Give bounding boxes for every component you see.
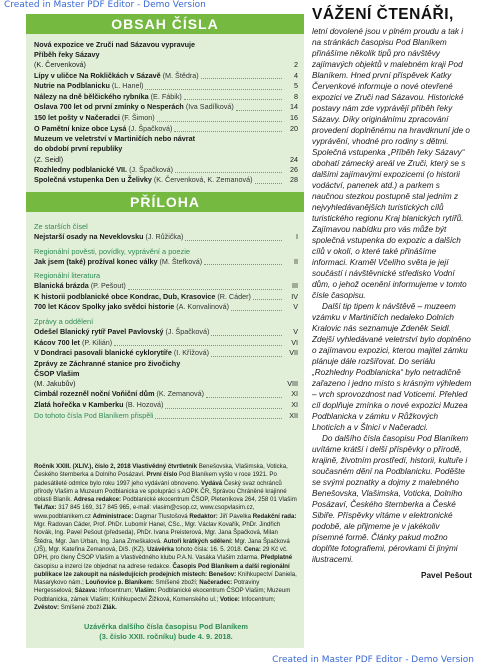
toc-entry-title-line-2: ČSOP Vlašim [34, 368, 80, 378]
toc-list [26, 34, 304, 186]
imprint-label: První číslo [146, 471, 178, 479]
toc-entry-page: 26 [290, 164, 298, 174]
toc-entry-page: 2 [294, 60, 298, 70]
toc-entry-text [34, 327, 209, 338]
toc-entry [34, 134, 298, 165]
toc-entry [34, 359, 298, 390]
toc-entry-title: 700 let Kácov Spolky jako svědci historie [34, 302, 175, 312]
toc-entry-author: (M. Jakubův) [34, 379, 76, 389]
toc-entry-page: III [292, 281, 298, 291]
toc-entry-text [34, 348, 209, 359]
toc-leader-dots [211, 335, 282, 336]
toc-entry-author: (I. Křížová) [173, 348, 209, 358]
toc-entry-text [34, 165, 173, 176]
toc-leader-dots [185, 240, 282, 241]
toc-entry-page: 5 [294, 81, 298, 91]
toc-entry-author: (M. Štědra) [162, 70, 199, 80]
toc-entry-author: (Iva Sadílková) [185, 102, 234, 112]
toc-entry-text [34, 338, 112, 349]
toc-entry-page: I [296, 231, 298, 241]
imprint-label: Časopis Pod Blaníkem a další regionální publikace lze zakoupit na následujících prodejních místech: Benešov: [34, 562, 290, 578]
toc-entry-author: (F. Šimon) [121, 112, 155, 122]
imprint-text: Jiří Pavelka [217, 512, 253, 520]
toc-entry-title: O Pamětní knize obce Lysá [34, 123, 127, 133]
category-label: Regionální pověsti, povídky, vyprávění a poezie [34, 246, 190, 256]
toc-entry-text [34, 71, 199, 82]
imprint-label: Redaktor: [189, 512, 218, 520]
toc-entry-page: XI [291, 389, 298, 399]
toc-entry-author: (L. Hanel) [111, 81, 144, 91]
toc-entry [34, 292, 298, 303]
toc-entry-page: VI [291, 337, 298, 347]
toc-entry [34, 400, 298, 411]
toc-entry-title-line-2: Příběh řeky Sázavy [34, 50, 100, 60]
toc-entry [34, 165, 298, 176]
imprint-text: Pod Blaníkem vyšlo v roce 1921. Po padesátileté odmlce bylo roku 1997 jeho vydávání obnoveno. [34, 471, 277, 487]
toc-entry [34, 257, 298, 268]
toc-leader-dots [128, 289, 282, 290]
toc-entry-page: VIII [287, 379, 298, 389]
toc-entry-author: (A. Konvalinová) [176, 302, 229, 312]
toc-entry-title: Společná vstupenka Den u Želivky [34, 175, 152, 185]
editorial-paragraph-1: letní dovolené jsou v plném proudu a tak i na stránkách časopisu Pod Blaníkem přinášíme několik tipů pro návštěvy zajímavých objektů v malebném kraji Pod Blaníkem. Hned první příspěvek Katky Červenkové informuje o nové otevřené expozici ve Zruči nad Sázavou. Historické postavy nám zde vyprávějí příběh řeky Sázavy. Díky originálnímu zpracování provedení doplněnému na hravdknuní jde o vyprávění, vhodné pro rodiny s dětmi. Společná vstupenka „Příběh řeky Sázavy“ obohatí zámecký areál ve Zruči, který se s dalšími zajímavými expozicemi (o historii vodáctví, panenek atd.) a parkem s naučnou stezkou postupně stal jedním z nejvyhledávanějších turistických cílů turistického regionu Kraj blanických rytířů. Zajímavou nabídku pro vás může být společná vstupenka do expozic a dalších cílů v okolí, o které také přinášíme informaci. Kraměl Včelího světa je její součástí i návštěvnické středisko Vodní dům, o jehož ocenění informujeme v tomto čísle časopisu. [312, 27, 470, 300]
imprint-label: Cena: [244, 545, 261, 553]
toc-entry-page: XII [289, 410, 298, 420]
toc-entry-author: (K. Červenková, K. Zemanová) [153, 175, 253, 185]
toc-entry-author: (M. Štefková) [159, 256, 203, 266]
editorial-signature: Pavel Pešout [421, 571, 472, 580]
editorial-body [312, 26, 472, 565]
imprint-label: Louňovice p. Blaníkem: [85, 579, 154, 587]
toc-entry-text [34, 113, 155, 124]
toc-entry-second-line [34, 50, 298, 70]
toc-entry-page: VII [289, 348, 298, 358]
toc-entry [34, 124, 298, 135]
toc-entry-page: 4 [294, 70, 298, 80]
toc-entry [34, 389, 298, 400]
toc-entry-title: K historii podblanické obce Kondrac, Dub, Krasovice [34, 291, 216, 301]
imprint-label: Tel./fax: [34, 504, 57, 512]
watermark-bottom: Created in Master PDF Editor - Demo Version [272, 655, 474, 665]
imprint-label: Vlašim: [134, 587, 157, 595]
toc-entry-title: Blanická brázda [34, 281, 89, 291]
supplement-list [26, 212, 304, 421]
deadline-line-1: Uzávěrka dalšího čísla časopisu Pod Blaníkem [84, 622, 248, 631]
toc-entry-text [34, 175, 253, 186]
imprint-text: 29 Kč vč. DPH, pro členy ČSOP Vlašim a Vlastivědného klubu P.A.N. Vasáka Vlašim zdarma. [34, 545, 288, 562]
toc-entry [34, 92, 298, 103]
toc-entry [34, 102, 298, 113]
imprint-text: Infocentrum; [239, 595, 276, 603]
toc-entry [34, 40, 298, 71]
toc-entry-author: (K. Červenková) [34, 60, 86, 70]
watermark-top: Created in Master PDF Editor - Demo Version [4, 0, 206, 10]
toc-entry-page: V [293, 302, 298, 312]
toc-entry-author: (P. Kilián) [81, 337, 113, 347]
toc-entry-title: Kácov 700 let [34, 337, 80, 347]
toc-entry-page: 14 [290, 102, 298, 112]
imprint-label: Adresa redakce: [73, 496, 122, 504]
imprint-text: Mgr. Jana Špačková (JŠ), Mgr. Kateřina Zemanová, DiS. (KZ). [34, 537, 290, 553]
imprint-text: Podblanické ekocentrum ČSOP Vlašim; Muzeum Podblanicka, zámek Vlašim; Knihkupectví Žižková, Komenského ul.; [34, 587, 291, 603]
toc-entry-author: (J. Špačková) [128, 123, 173, 133]
editorial-paragraph-2: Další tip tipem k návštěvě – muzeem vzámku v Martiničích nedaleko Dolních Kralovic nás seznamuje Zdeněk Seidl. Zdejší vyhledávané veletrství bylo doplněno o zajímavou expozici, kterou majitel zámku plánuje dále rozšiřovat. Do seriálu „Rozhledny Podblanicka“ bylo netradičně zařazeno i jedno místo s krásným výhledem – vrch sprovozdnost nad Voticemi. Přehled cíl doplňuje zmínka o nové expozici Muzea Podblanicka v zámku v Růžkových Lhoticích a v Šlnicí v Načeradci. [312, 302, 472, 432]
toc-entry-title-rest [34, 369, 287, 389]
toc-entry-text [34, 292, 251, 303]
toc-entry [34, 175, 298, 186]
toc-entry-second-line [34, 144, 298, 164]
toc-entry-page: 16 [290, 112, 298, 122]
imprint-label: Ročník XXIII. (XLIV.), číslo 2, 2018 Vlastivědný čtvrtletník [34, 463, 198, 470]
toc-entry-title: V Dondraci pasovali blanické cyklorytíře [34, 348, 172, 358]
toc-entry-page: 28 [290, 175, 298, 185]
toc-leader-dots [255, 183, 282, 184]
imprint-label: Redakční rada: [252, 512, 297, 520]
toc-leader-dots [206, 397, 282, 398]
category-label: Ze starších čísel [34, 221, 88, 231]
toc-entry-author: (J. Špačková) [165, 326, 210, 336]
imprint-text: Knihkupectví Daniela, Masarykovo nám.; [34, 570, 297, 587]
toc-entry-text [34, 81, 143, 92]
imprint-text: Dagmar Tlustošová [133, 512, 190, 520]
toc-leader-dots [201, 78, 282, 79]
imprint-text: Smíšené zboží [59, 604, 103, 612]
category-label: Regionální literatura [34, 271, 101, 281]
toc-leader-dots [155, 418, 282, 419]
imprint-label: Vydává [201, 479, 223, 487]
toc-entry-title: Nálezy na dně bělčického rybníka [34, 91, 149, 101]
toc-entry-author: (E. Fábik) [150, 91, 182, 101]
toc-entry-page: II [294, 256, 298, 266]
toc-entry-text [34, 302, 229, 313]
toc-entry-author: (R. Cáder) [217, 291, 251, 301]
toc-entry-text [34, 102, 234, 113]
category-label: Zprávy a oddělení [34, 316, 94, 326]
toc-leader-dots [157, 121, 282, 122]
deadline-line-2: (3. číslo XXII. ročníku) bude 4. 9. 2018. [99, 631, 233, 641]
toc-entry-author: (J. Špačková) [129, 164, 174, 174]
toc-entry-title: Lípy v uličce Na Rokličkách v Sázavě [34, 70, 161, 80]
editorial-heading: VÁŽENÍ ČTENÁŘI, [312, 6, 454, 23]
toc-leader-dots [165, 408, 282, 409]
toc-entry-title: Rozhledny podblanické VII. [34, 164, 128, 174]
editorial [312, 6, 472, 580]
imprint-text: Potraviny Hergesselová; [34, 579, 260, 595]
imprint-text: Infocentrum; [97, 587, 135, 595]
toc-entry-text [34, 232, 183, 243]
toc-entry-title: Nutrie na Podblanicku [34, 81, 110, 91]
imprint-text: Benešovska, Vlašimska, Voticka, Českého šternberka a Dolního Posázaví. [34, 463, 288, 479]
imprint-label: Načeradec: [199, 579, 233, 587]
toc-leader-dots [253, 299, 282, 300]
imprint-label: Zlák. [102, 604, 117, 612]
toc-entry-title-line-1: Zprávy ze Záchranné stanice pro živočichy [34, 358, 181, 368]
imprint-text: Podblanické ekocentrum ČSOP, Pleteníkova 264, 258 01 Vlašim [121, 496, 297, 504]
toc-entry-title: Oslava 700 let od první zmínky o Nesperách [34, 102, 184, 112]
imprint-label: Předplatné [260, 554, 293, 562]
imprint-text: Mgr. Radovan Cáder, Prof. PhDr. Lubomír Hanel, CSc., Mgr. Václav Kovařík, PhDr. Jindřich Novák, Ing. Pavel Pešout (předseda), PhDr. Ivana Preisterová, Mgr. Jana Špačková, Milan Štědra, Mgr. Jan Urban, Ing. Jana Zmeškalová. [34, 521, 281, 545]
toc-entry-author: (P. Pešout) [90, 281, 126, 291]
toc-entry-title-line-2: do období první republiky [34, 144, 123, 154]
toc-leader-dots [175, 172, 282, 173]
toc-leader-dots [174, 131, 282, 132]
toc-entry-text [34, 124, 172, 135]
toc-entry-text [34, 389, 204, 400]
imprint-text: tohoto čísla: 16. 5. 2018. [173, 545, 245, 553]
toc-leader-dots [145, 89, 282, 90]
toc-entry-title-line-1: Nová expozice ve Zruči nad Sázavou vypravuje [34, 40, 195, 49]
editorial-paragraph-3: Do dalšího čísla časopisu Pod Blaníkem uvítáme krátší i delší příspěvky o přírodě, krajině, životním prostředí, historii, kultuře i současném dění na Podblanicku. Poděšte se svými poznatky a dojmy z malebného Benešovska, Vlašimska, Voticka, Dolního Posázaví, Českého šternberka a České Sibiře. Příspěvky vítáme v elektronické podobě, ale přijmeme je v jakékoliv písemné formě. Články pakud možno doplňte fotografiemi, pérovkami či jinými ilustracemi. [312, 434, 469, 564]
toc-entry-page: 8 [294, 91, 298, 101]
toc-entry-page: 24 [290, 154, 298, 164]
toc-entry-author: (K. Zemanová) [156, 389, 205, 399]
toc-entry [34, 71, 298, 82]
toc-entry-title-rest [34, 144, 290, 164]
toc-entry-second-line [34, 369, 298, 389]
imprint-text: časopisu a inzerci lze objednat na adrese redakce. [34, 562, 173, 570]
toc-entry [34, 327, 298, 338]
toc-leader-dots [184, 99, 282, 100]
toc-entry-title: Nejstarší osady na Neveklovsku [34, 231, 144, 241]
toc-entry [34, 411, 298, 422]
contents-panel [26, 14, 304, 648]
toc-entry-text [34, 411, 153, 422]
toc-entry-title: 150 let pošty v Načeradci [34, 112, 120, 122]
toc-entry [34, 81, 298, 92]
toc-entry-title: Cimbál rozezněl noční Voňiční dům [34, 389, 155, 399]
toc-entry-page: XI [291, 399, 298, 409]
imprint [34, 463, 298, 612]
imprint-label: Uzávěrka [147, 545, 174, 553]
toc-entry [34, 232, 298, 243]
imprint-label: Sázava: [74, 587, 98, 595]
imprint-label: Autoři krátkých sdělení: [163, 537, 233, 545]
toc-leader-dots [204, 264, 282, 265]
toc-entry [34, 338, 298, 349]
toc-leader-dots [211, 356, 282, 357]
toc-leader-dots [114, 345, 282, 346]
toc-entry [34, 348, 298, 359]
supplement-heading: PŘÍLOHA [26, 192, 304, 212]
toc-entry-title: Odešel Blanický rytíř Pavel Pavlovský [34, 326, 164, 336]
toc-entry [34, 281, 298, 292]
toc-entry [34, 302, 298, 313]
imprint-label: Zvěstov: [34, 604, 60, 612]
toc-entry-text [34, 257, 202, 268]
toc-leader-dots [236, 110, 282, 111]
toc-entry-title: Zlatá hořečka v Kamberku [34, 399, 124, 409]
toc-entry-text [34, 281, 126, 292]
toc-entry-author: (J. Růžička) [145, 231, 184, 241]
toc-entry-author: (B. Hozová) [125, 399, 164, 409]
toc-entry-page: V [293, 326, 298, 336]
imprint-text: 317 845 169, 317 845 965, e-mail: vlasim@csop.cz, www.csopvlasim.cz, www.podblanikem.cz [34, 504, 255, 520]
toc-entry-title-rest [34, 50, 294, 70]
toc-entry-title-line-1: Muzeum ve veletrství v Martiničích nebo návrat [34, 134, 195, 144]
toc-entry-text [34, 400, 163, 411]
deadline-note [34, 622, 298, 641]
imprint-text: Český svaz ochránců přírody Vlašim a Muzeum Podblanicka ve spolupráci s AOPK ČR, Správou Chráněné krajinné oblasti Blaník. [34, 479, 287, 504]
toc-entry-title: Do tohoto čísla Pod Blaníkem přispěli [34, 410, 154, 420]
imprint-text: Smíšené zboží; [153, 579, 200, 587]
imprint-label: Votice: [219, 595, 240, 603]
toc-entry-page: IV [291, 291, 298, 301]
toc-entry-title: Jak jsem (také) prožíval konec války [34, 256, 158, 266]
toc-entry-text [34, 92, 182, 103]
toc-entry [34, 113, 298, 124]
contents-heading: OBSAH ČÍSLA [26, 14, 304, 34]
imprint-label: Administrace: [92, 512, 134, 520]
toc-entry-author: (Z. Seidl) [34, 154, 64, 164]
toc-leader-dots [231, 310, 282, 311]
toc-entry-page: 20 [290, 123, 298, 133]
